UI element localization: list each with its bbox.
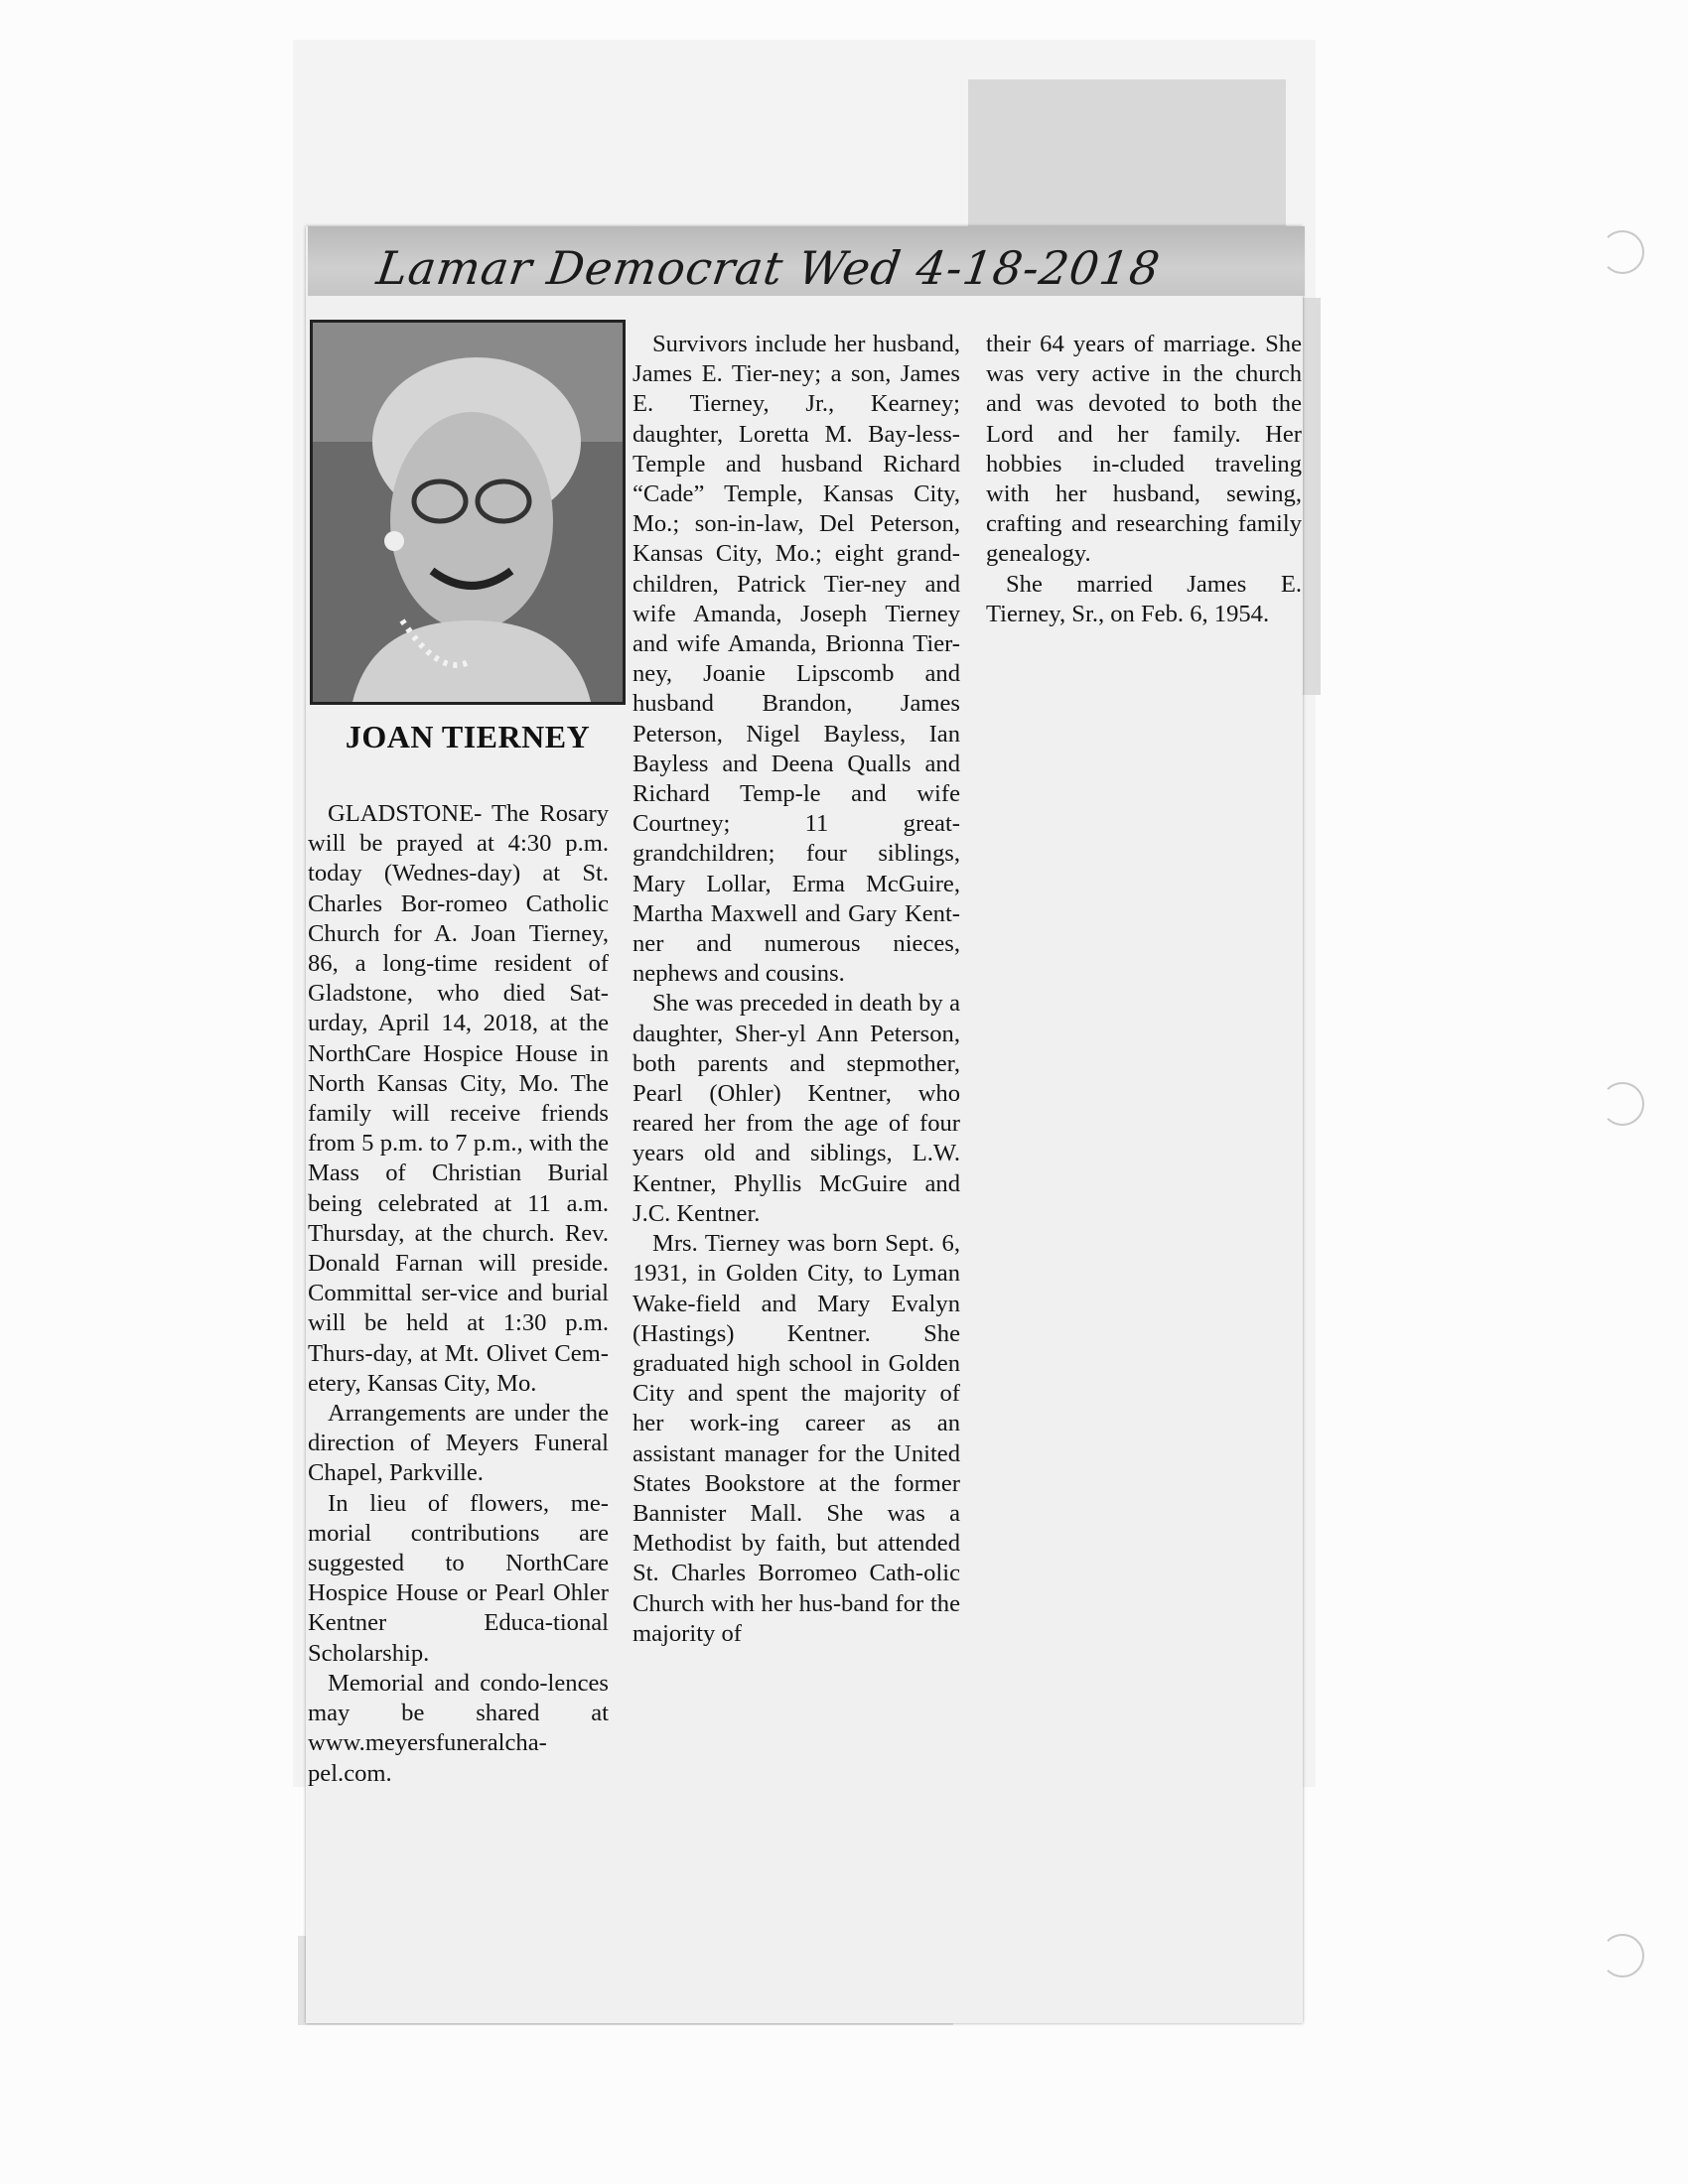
preceded-in-death-paragraph: She was preceded in death by a daughter, Sher-yl Ann Peterson, both parents and stepmother, Pearl (Ohler) Kentner, who reared her from the age of four years old and siblings, L.W. Kentner, Phyllis McGuire and J.C. Kentner. bbox=[633, 990, 960, 1227]
biography-paragraph: Mrs. Tierney was born Sept. 6, 1931, in Golden City, to Lyman Wake-field and Mary Evalyn (Hastings) Kentner. She graduated high school in Golden City and spent the majority of her work-ing career as an assistant manager for the United States Bookstore at the former Bannister Mall. She was a Methodist by faith, but attended St. Charles Borromeo Cath-olic Church with her hus-band for the majority of bbox=[633, 1230, 960, 1647]
arrangements-paragraph: Arrangements are under the direction of Meyers Funeral Chapel, Parkville. bbox=[308, 1400, 609, 1487]
deceased-name-heading: JOAN TIERNEY bbox=[345, 719, 591, 754]
binder-hole-bottom bbox=[1601, 1934, 1644, 1978]
marriage-paragraph: She married James E. Tierney, Sr., on Feb. 6, 1954. bbox=[986, 570, 1302, 627]
binder-hole-top bbox=[1601, 230, 1644, 274]
obituary-column-1 bbox=[308, 799, 609, 1789]
biography-continued-paragraph: their 64 years of marriage. She was very active in the church and was devoted to both the Lord and her family. Her hobbies in-cluded traveling with her husband, sewing, crafting and researching family genealogy. bbox=[986, 331, 1302, 568]
memorial-contributions-paragraph: In lieu of flowers, me-morial contributions are suggested to NorthCare Hospice House or Pearl Ohler Kentner Educa-tional Scholarship. bbox=[308, 1489, 609, 1667]
service-details-paragraph: GLADSTONE- The Rosary will be prayed at 4:30 p.m. today (Wednes-day) at St. Charles Bor-romeo Catholic Church for A. Joan Tierney, 86, a long-time resident of Gladstone, who died Sat-urday, April 14, 2018, at the NorthCare Hospice House in North Kansas City, Mo. The family will receive friends from 5 p.m. to 7 p.m., with the Mass of Christian Burial being celebrated at 11 a.m. Thursday, at the church. Rev. Donald Farnan will preside. Committal ser-vice and burial will be held at 1:30 p.m. Thurs-day, at Mt. Olivet Cem-etery, Kansas City, Mo. bbox=[308, 800, 609, 1397]
handwritten-source-note: Lamar Democrat Wed 4-18-2018 bbox=[373, 241, 1164, 295]
obituary-column-3 bbox=[986, 330, 1302, 629]
portrait-photo bbox=[310, 320, 626, 705]
condolences-paragraph: Memorial and condo-lences may be shared at www.meyersfuneralcha-pel.com. bbox=[308, 1669, 609, 1787]
obituary-column-2 bbox=[633, 330, 960, 1649]
survivors-paragraph: Survivors include her husband, James E. Tier-ney; a son, James E. Tierney, Jr., Kearney; daughter, Loretta M. Bay-less-Temple and husband Richard “Cade” Temple, Kansas City, Mo.; son-in-law, Del Peterson, Kansas City, Mo.; eight grand-children, Patrick Tier-ney and wife Amanda, Joseph Tierney and wife Amanda, Brionna Tier-ney, Joanie Lipscomb and husband Brandon, James Peterson, Nigel Bayless, Ian Bayless and Deena Qualls and Richard Temp-le and wife Courtney; 11 great-grandchildren; four siblings, Mary Lollar, Erma McGuire, Martha Maxwell and Gary Kent-ner and numerous nieces, nephews and cousins. bbox=[633, 331, 960, 988]
binder-hole-middle bbox=[1601, 1082, 1644, 1126]
portrait-icon bbox=[313, 323, 623, 702]
